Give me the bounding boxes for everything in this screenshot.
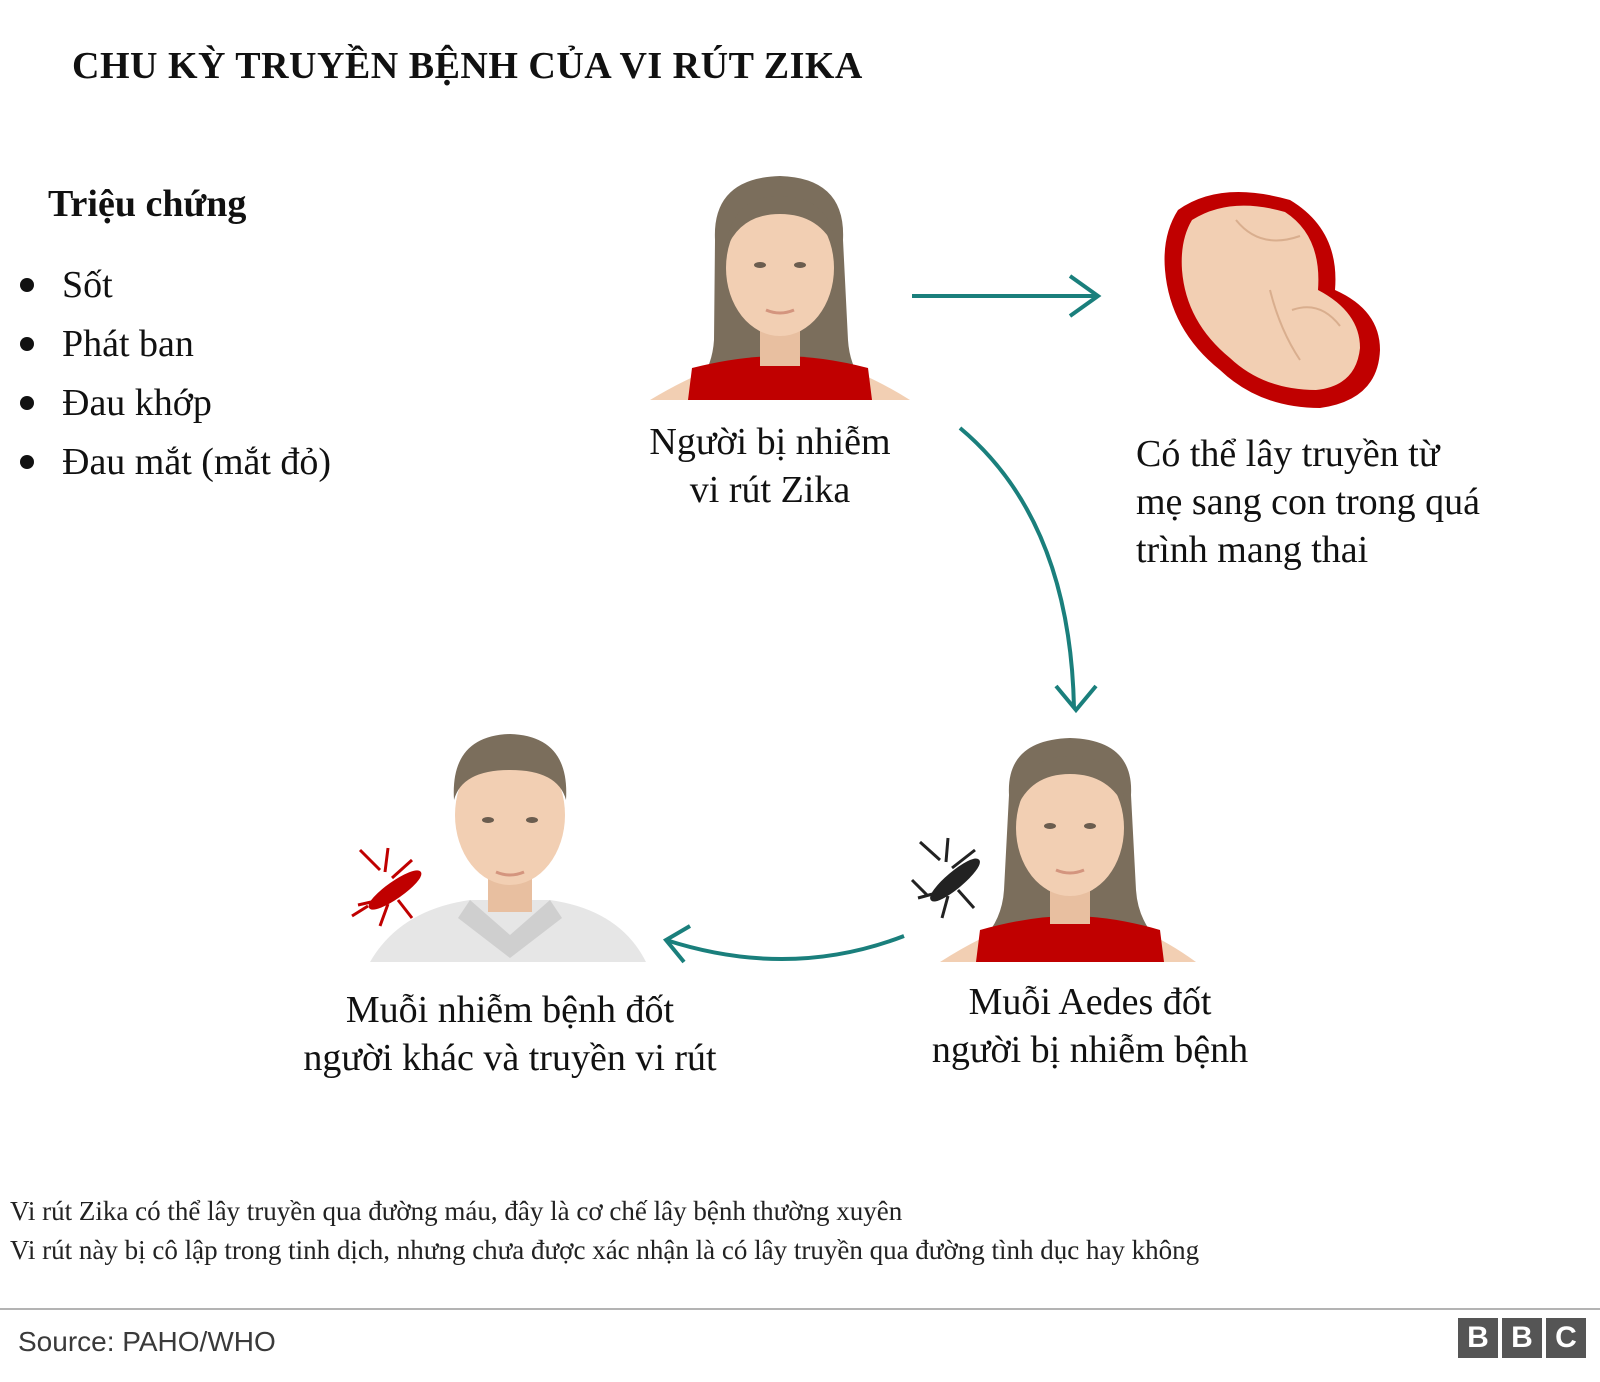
pregnancy-line3: trình mang thai <box>1136 529 1369 571</box>
source-credit: Source: PAHO/WHO <box>18 1326 276 1357</box>
footnote-line: Vi rút này bị cô lập trong tinh dịch, nhưng chưa được xác nhận là có lây truyền qua đường tình dục hay không <box>10 1235 1200 1265</box>
bbc-logo <box>1458 1318 1586 1358</box>
infected-person-line2: vi rút Zika <box>689 469 851 511</box>
infected-person-label <box>600 418 940 514</box>
arrow-to-other-person <box>666 936 904 959</box>
footnotes <box>10 1192 1199 1270</box>
symptom-label: Đau khớp <box>62 382 212 424</box>
bite-infected-line1: Muỗi Aedes đốt <box>968 981 1212 1023</box>
symptom-label: Sốt <box>62 264 113 306</box>
bite-other-line1: Muỗi nhiễm bệnh đốt <box>345 989 675 1031</box>
bite-other-line2: người khác và truyền vi rút <box>303 1037 717 1079</box>
bite-infected-line2: người bị nhiễm bệnh <box>931 1029 1249 1071</box>
arrow-to-mosquito-bite <box>960 428 1074 708</box>
footer-divider <box>0 1308 1600 1310</box>
bite-other-label <box>260 986 760 1082</box>
bite-infected-label <box>880 978 1300 1074</box>
infographic-title: CHU KỲ TRUYỀN BỆNH CỦA VI RÚT ZIKA <box>72 45 863 87</box>
infected-person-line1: Người bị nhiễm <box>649 421 891 463</box>
fetus-womb-icon <box>1165 192 1380 408</box>
infected-woman-icon <box>650 176 910 400</box>
footnote-line: Vi rút Zika có thể lây truyền qua đường máu, đây là cơ chế lây bệnh thường xuyên <box>10 1196 903 1226</box>
pregnancy-line1: Có thể lây truyền từ <box>1136 433 1440 475</box>
pregnancy-label <box>1136 430 1556 574</box>
logo-letter-b1: B <box>1458 1318 1498 1358</box>
logo-letter-b2: B <box>1502 1318 1542 1358</box>
arrow-to-mosquito-bite-head <box>1056 686 1096 710</box>
healthy-man-icon <box>370 734 646 962</box>
infected-mosquito-icon <box>352 848 424 926</box>
logo-letter-c: C <box>1546 1318 1586 1358</box>
symptom-label: Đau mắt (mắt đỏ) <box>62 441 332 483</box>
symptom-label: Phát ban <box>62 323 194 365</box>
symptoms-heading: Triệu chứng <box>48 183 247 225</box>
aedes-mosquito-icon <box>912 838 982 918</box>
bitten-woman-icon <box>940 738 1196 962</box>
pregnancy-line2: mẹ sang con trong quá <box>1136 481 1481 523</box>
